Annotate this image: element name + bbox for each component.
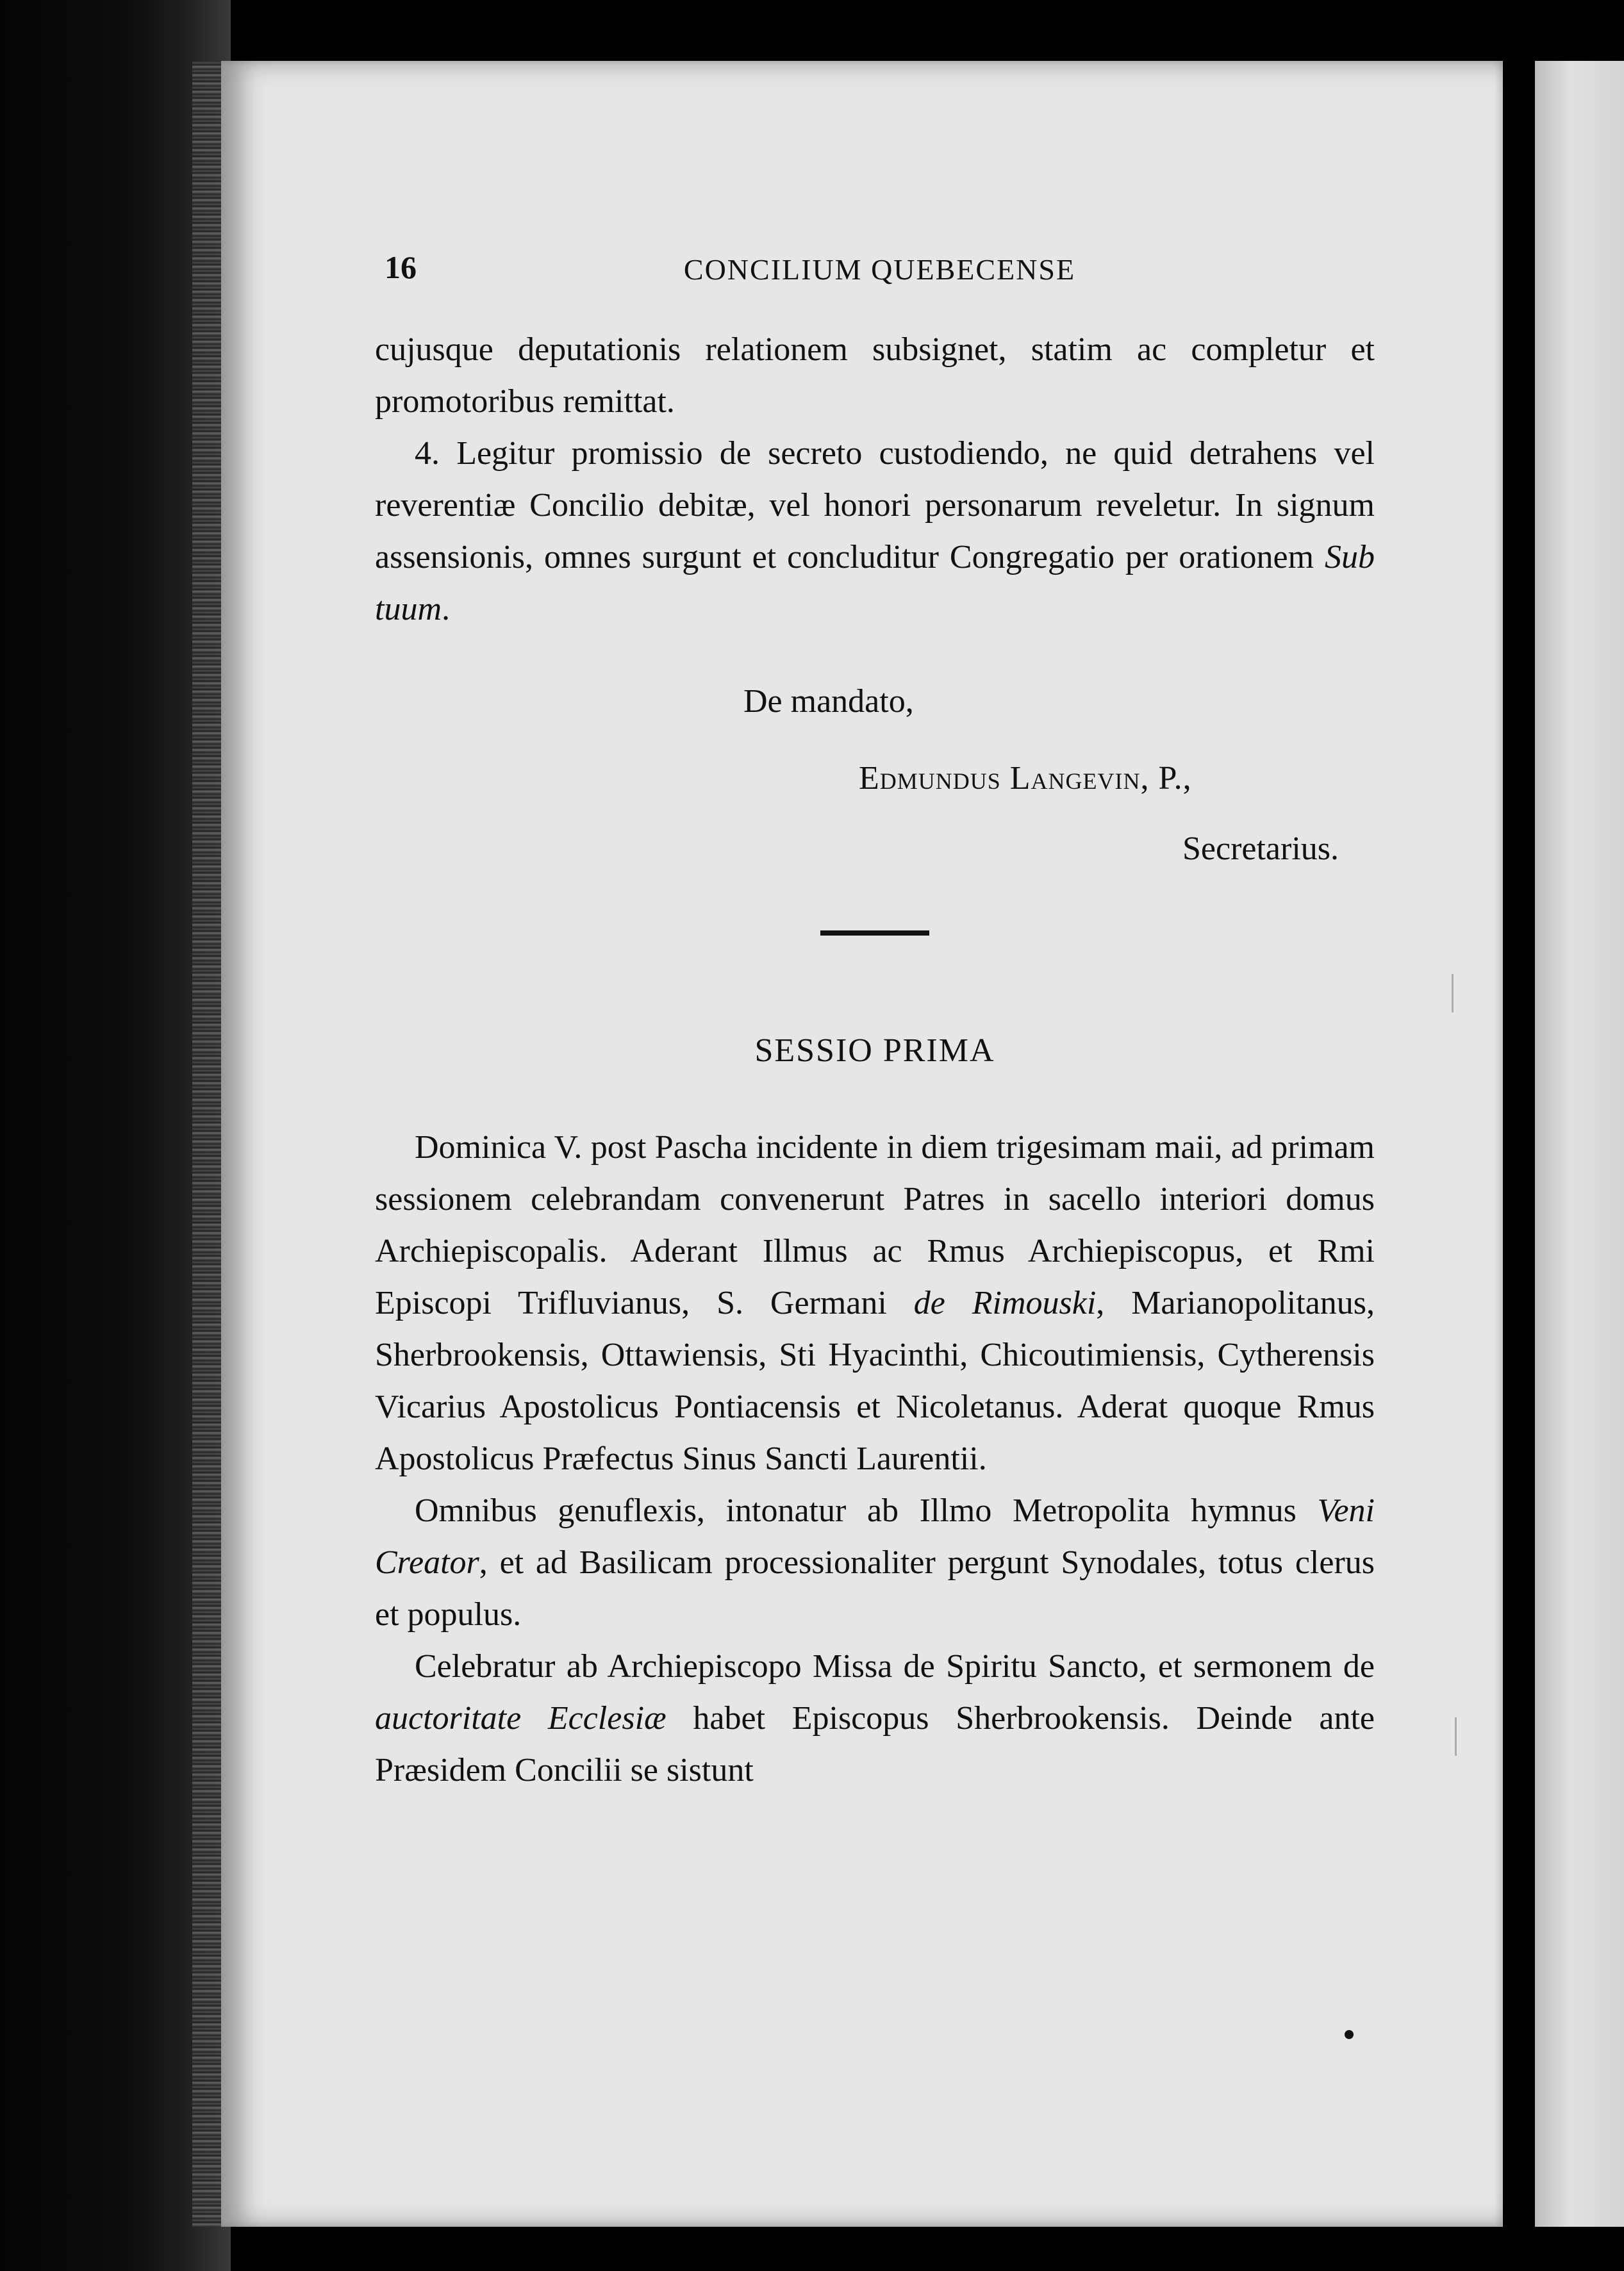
ink-dot: [1345, 2030, 1354, 2039]
paper-scuff-mark: [1452, 974, 1454, 1012]
intro-text: [375, 324, 1375, 635]
signer-role: Secretarius.: [1182, 830, 1339, 867]
paragraph-4-end: .: [442, 591, 450, 627]
adjacent-page-sliver: [1535, 61, 1624, 2227]
section-text: [375, 1121, 1375, 1796]
paragraph-4-italic: Sub tuum: [375, 539, 1375, 627]
running-title: CONCILIUM QUEBECENSE: [683, 253, 1076, 286]
session-paragraph-2-b: , et ad Basilicam processionaliter pergunt Synodales, totus clerus et populus.: [375, 1544, 1375, 1633]
session-paragraph-2-italic: Veni Creator: [375, 1492, 1375, 1581]
section-title: SESSIO PRIMA: [754, 1032, 995, 1069]
session-paragraph-3-italic: auctoritate Ecclesiæ: [375, 1700, 667, 1737]
session-paragraph-1-b: , Marianopolitanus, Sherbrookensis, Ottawiensis, Sti Hyacinthi, Chicoutimiensis, Cytherensis Vicarius Apostolicus Pontiacensis et Nicoletanus. Aderat quoque Rmus Apostolicus Præfectus Sinus Sancti Laurentii.: [375, 1285, 1375, 1477]
paragraph-4-text: 4. Legitur promissio de secreto custodiendo, ne quid detrahens vel reverentiæ Concilio debitæ, vel honori personarum reveletur. In signum assensionis, omnes surgunt et concluditur Congregatio per orationem: [375, 435, 1375, 575]
session-paragraph-3-b: habet Episcopus Sherbrookensis. Deinde ante Præsidem Concilii se sistunt: [375, 1700, 1375, 1788]
signer-name: Edmundus Langevin, P.,: [859, 760, 1192, 797]
paragraph-4: [375, 427, 1375, 635]
session-paragraph-2: [375, 1485, 1375, 1640]
continued-paragraph: cujusque deputationis relationem subsignet, statim ac completur et promotoribus remittat.: [375, 331, 1375, 420]
session-paragraph-2-a: Omnibus genuflexis, intonatur ab Illmo Metropolita hymnus: [415, 1492, 1318, 1529]
session-paragraph-1: [375, 1121, 1375, 1485]
session-paragraph-1-italic: de Rimouski: [913, 1285, 1097, 1321]
de-mandato-line: De mandato,: [743, 683, 914, 720]
session-paragraph-3-a: Celebratur ab Archiepiscopo Missa de Spiritu Sancto, et sermonem de: [415, 1648, 1375, 1685]
session-paragraph-3: [375, 1640, 1375, 1796]
section-divider: [820, 930, 929, 936]
session-paragraph-1-a: Dominica V. post Pascha incidente in diem trigesimam maii, ad primam sessionem celebrandam convenerunt Patres in sacello interiori domus Archiepiscopalis. Aderant Illmus ac Rmus Archiepiscopus, et Rmi Episcopi Trifluvianus, S. Germani: [375, 1129, 1375, 1321]
paper-scuff-mark: [1455, 1717, 1457, 1756]
page-gutter: [1503, 0, 1535, 2271]
page-number: 16: [385, 249, 417, 285]
